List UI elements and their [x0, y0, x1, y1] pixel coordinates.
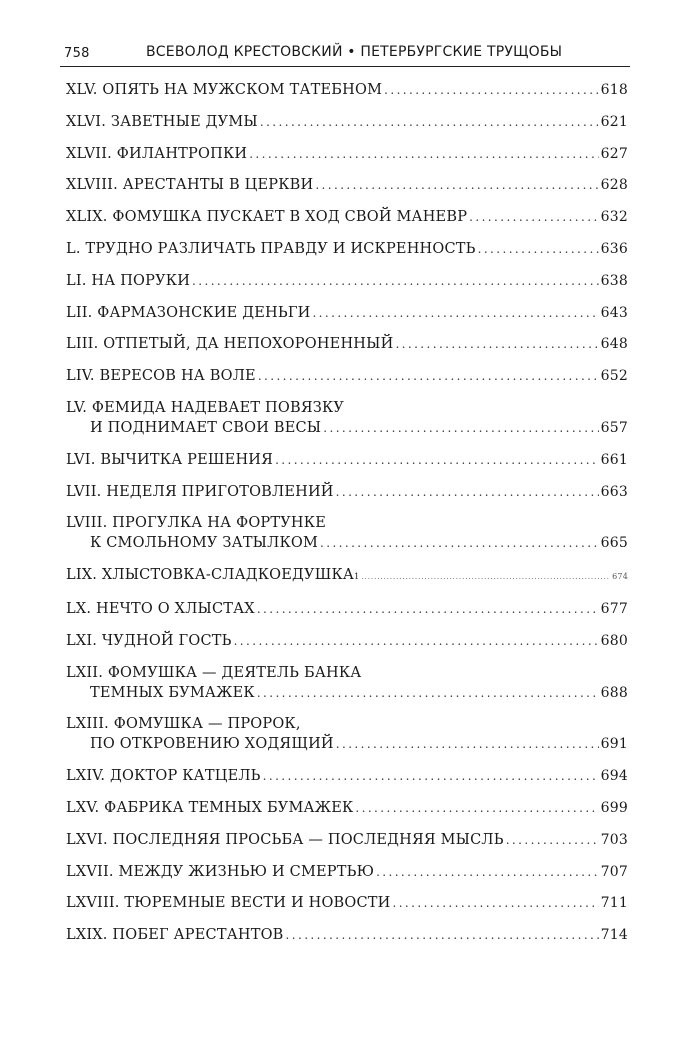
toc-entry-title: LV. ФЕМИДА НАДЕВАЕТ ПОВЯЗКУ [66, 399, 345, 416]
dot-leader [395, 334, 598, 354]
toc-entry-title: L. ТРУДНО РАЗЛИЧАТЬ ПРАВДУ И ИСКРЕННОСТЬ [66, 240, 476, 257]
toc-entry [66, 599, 628, 619]
toc-entry-page: 621 [600, 113, 628, 130]
toc-entry [66, 663, 628, 703]
toc-entry-page: 674 [612, 572, 628, 582]
toc-entry-title: ТЕМНЫХ БУМАЖЕК [90, 684, 255, 701]
dot-leader [376, 862, 599, 882]
toc-entry-title: XLVI. ЗАВЕТНЫЕ ДУМЫ [66, 113, 258, 130]
toc-entry [66, 112, 628, 132]
toc-entry-page: 618 [600, 82, 628, 98]
page-number: 758 [64, 46, 90, 61]
toc-entry-title: LIX. ХЛЫСТОВКА-СЛАДКОЕДУШКА [66, 567, 355, 584]
dot-leader [286, 925, 599, 945]
toc-entry-title: LXVII. МЕЖДУ ЖИЗНЬЮ И СМЕРТЬЮ [66, 863, 375, 880]
toc-entry-page: 657 [600, 419, 628, 436]
toc-entry-title: XLV. ОПЯТЬ НА МУЖСКОМ ТАТЕБНОМ [66, 82, 383, 98]
dot-leader [469, 207, 599, 227]
toc-entry-page: 636 [600, 240, 628, 257]
toc-entry [66, 366, 628, 386]
toc-entry [66, 830, 628, 850]
dot-leader [384, 80, 599, 100]
toc-entry-line [66, 366, 628, 386]
toc-entry-title: LXII. ФОМУШКА — ДЕЯТЕЛЬ БАНКА [66, 664, 362, 681]
toc-entry [66, 271, 628, 291]
toc-entry [66, 398, 628, 438]
toc-entry [66, 925, 628, 945]
toc-entry-title: XLIX. ФОМУШКА ПУСКАЕТ В ХОД СВОЙ МАНЕВР [66, 209, 468, 226]
dot-leader [260, 112, 599, 132]
toc-entry-title: К СМОЛЬНОМУ ЗАТЫЛКОМ [90, 535, 319, 552]
toc-entry [66, 714, 628, 754]
table-of-contents [66, 80, 628, 957]
toc-entry [66, 798, 628, 818]
toc-entry-line [66, 533, 628, 553]
toc-entry-line [66, 862, 628, 882]
dot-leader [506, 830, 599, 850]
dot-leader [393, 893, 599, 913]
toc-entry-line [66, 893, 628, 913]
toc-entry-line [66, 565, 628, 587]
toc-entry-line [66, 418, 628, 438]
toc-entry [66, 450, 628, 470]
toc-entry-page: 627 [600, 145, 628, 162]
toc-entry [66, 144, 628, 164]
toc-entry-line [66, 303, 628, 323]
toc-entry-title: LXVI. ПОСЛЕДНЯЯ ПРОСЬБА — ПОСЛЕДНЯЯ МЫСЛЬ [66, 831, 504, 848]
toc-entry-line [66, 112, 628, 132]
toc-entry-title: LXIV. ДОКТОР КАТЦЕЛЬ [66, 768, 261, 785]
toc-entry-title: LX. НЕЧТО О ХЛЫСТАХ [66, 600, 255, 617]
toc-entry-page: 648 [600, 336, 628, 353]
dot-leader [320, 533, 599, 553]
toc-entry-page: 711 [600, 895, 628, 912]
toc-entry-title: LXI. ЧУДНОЙ ГОСТЬ [66, 632, 232, 649]
page-header [60, 44, 630, 67]
toc-entry-title: И ПОДНИМАЕТ СВОИ ВЕСЫ [90, 419, 322, 436]
toc-entry-title: LVIII. ПРОГУЛКА НА ФОРТУНКЕ [66, 515, 326, 532]
dot-leader [478, 239, 599, 259]
toc-entry-page: 663 [600, 483, 628, 500]
dot-leader [258, 366, 599, 386]
toc-entry [66, 766, 628, 786]
toc-entry-page: 628 [600, 177, 628, 194]
toc-entry-page: 691 [600, 736, 628, 753]
toc-entry [66, 631, 628, 651]
toc-entry-line [66, 683, 628, 703]
toc-entry-line [66, 144, 628, 164]
toc-entry-line [66, 239, 628, 259]
toc-entry-line [66, 175, 628, 195]
toc-entry-page: 638 [600, 272, 628, 289]
dot-leader [336, 482, 599, 502]
toc-entry-line [66, 271, 628, 291]
dot-leader [249, 144, 598, 164]
toc-entry-line [66, 207, 628, 227]
toc-entry [66, 207, 628, 227]
dot-leader [263, 766, 599, 786]
toc-entry-title: LII. ФАРМАЗОНСКИЕ ДЕНЬГИ [66, 304, 311, 321]
dot-leader [323, 418, 598, 438]
toc-entry-title: LXIX. ПОБЕГ АРЕСТАНТОВ [66, 927, 284, 944]
toc-entry-line [66, 734, 628, 754]
toc-entry-page: 677 [600, 600, 628, 617]
dot-leader [234, 631, 599, 651]
toc-entry-line [66, 663, 628, 683]
toc-entry-page: 707 [600, 863, 628, 880]
footnote-marker: 1 [354, 572, 360, 582]
toc-entry-title: LIV. ВЕРЕСОВ НА ВОЛЕ [66, 368, 256, 385]
toc-entry-page: 632 [600, 209, 628, 226]
toc-entry-page: 661 [600, 451, 628, 468]
running-head: ВСЕВОЛОД КРЕСТОВСКИЙ • ПЕТЕРБУРГСКИЕ ТРУЩОБЫ [146, 44, 563, 60]
toc-entry-title: LIII. ОТПЕТЫЙ, ДА НЕПОХОРОНЕННЫЙ [66, 336, 394, 353]
dot-leader [192, 271, 599, 291]
toc-entry-page: 652 [600, 368, 628, 385]
dot-leader [257, 599, 599, 619]
toc-entry [66, 175, 628, 195]
toc-entry [66, 80, 628, 100]
toc-entry [66, 482, 628, 502]
toc-entry-line [66, 398, 628, 418]
toc-entry [66, 239, 628, 259]
toc-entry [66, 334, 628, 354]
toc-entry-title: LXV. ФАБРИКА ТЕМНЫХ БУМАЖЕК [66, 799, 354, 816]
toc-entry-line [66, 925, 628, 945]
toc-entry-line [66, 482, 628, 502]
toc-entry [66, 862, 628, 882]
toc-entry-line [66, 80, 628, 100]
toc-entry-page: 699 [600, 799, 628, 816]
toc-entry-page: 694 [600, 768, 628, 785]
toc-entry-title: ПО ОТКРОВЕНИЮ ХОДЯЩИЙ [90, 736, 334, 753]
dot-leader [257, 683, 599, 703]
toc-entry-line [66, 513, 628, 533]
toc-entry [66, 565, 628, 587]
toc-entry-title: XLVIII. АРЕСТАНТЫ В ЦЕРКВИ [66, 177, 314, 194]
dot-leader [275, 450, 599, 470]
toc-entry-page: 714 [600, 927, 628, 944]
toc-entry-line [66, 450, 628, 470]
dot-leader [361, 567, 610, 587]
toc-entry [66, 893, 628, 913]
toc-entry-title: XLVII. ФИЛАНТРОПКИ [66, 145, 248, 162]
toc-entry-line [66, 631, 628, 651]
dot-leader [355, 798, 598, 818]
toc-entry [66, 303, 628, 323]
toc-entry-title: LI. НА ПОРУКИ [66, 272, 191, 289]
toc-entry-line [66, 599, 628, 619]
toc-entry-page: 688 [600, 684, 628, 701]
toc-entry-line [66, 830, 628, 850]
dot-leader [336, 734, 599, 754]
dot-leader [315, 175, 598, 195]
toc-entry-line [66, 798, 628, 818]
dot-leader [312, 303, 598, 323]
toc-entry-line [66, 714, 628, 734]
toc-entry-page: 643 [600, 304, 628, 321]
toc-entry-page: 680 [600, 632, 628, 649]
toc-entry-line [66, 766, 628, 786]
toc-entry-page: 703 [600, 831, 628, 848]
toc-entry-title: LXVIII. ТЮРЕМНЫЕ ВЕСТИ И НОВОСТИ [66, 895, 391, 912]
toc-entry-title: LVI. ВЫЧИТКА РЕШЕНИЯ [66, 451, 274, 468]
toc-entry-line [66, 334, 628, 354]
toc-entry-page: 665 [600, 535, 628, 552]
toc-entry-title: LVII. НЕДЕЛЯ ПРИГОТОВЛЕНИЙ [66, 483, 334, 500]
toc-entry-title: LXIII. ФОМУШКА — ПРОРОК, [66, 716, 301, 733]
toc-entry [66, 513, 628, 553]
